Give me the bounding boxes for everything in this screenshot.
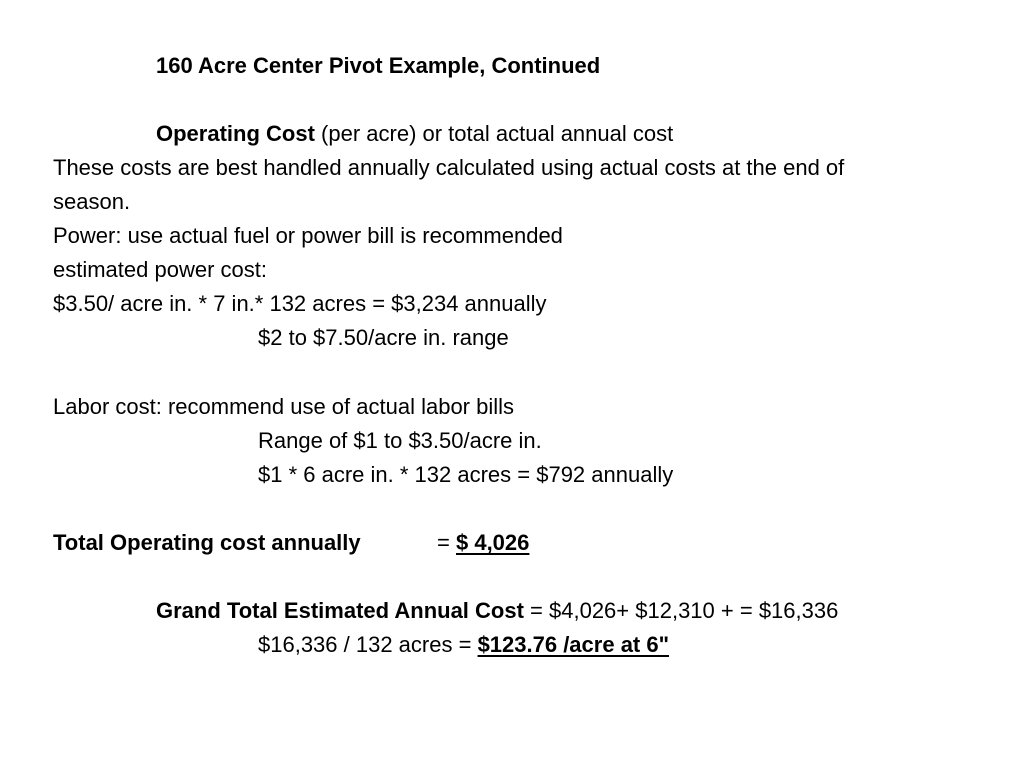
- power-range: $2 to $7.50/acre in. range: [258, 325, 509, 350]
- total-operating-label: Total Operating cost annually: [53, 530, 361, 555]
- grand-total-calc: = $4,026+ $12,310 + = $16,336: [530, 598, 839, 623]
- labor-calc: $1 * 6 acre in. * 132 acres = $792 annually: [258, 462, 674, 487]
- power-calc: $3.50/ acre in. * 7 in.* 132 acres = $3,234 annually: [53, 291, 547, 316]
- grand-total-per-acre-value: $123.76 /acre at 6": [477, 632, 670, 657]
- total-operating-value-line: [437, 526, 529, 560]
- operating-cost-heading: Operating Cost: [156, 121, 315, 146]
- operating-cost-subheading: (per acre) or total actual annual cost: [321, 121, 674, 146]
- total-operating-value: $ 4,026: [455, 530, 530, 555]
- power-line-1: Power: use actual fuel or power bill is recommended: [53, 223, 563, 248]
- grand-total-label: Grand Total Estimated Annual Cost: [156, 598, 524, 623]
- labor-range: Range of $1 to $3.50/acre in.: [258, 428, 542, 453]
- labor-line-1: Labor cost: recommend use of actual labor bills: [53, 394, 515, 419]
- grand-total-per-acre-calc: $16,336 / 132 acres =: [258, 632, 472, 657]
- operating-cost-heading-line: [156, 117, 673, 151]
- grand-total-per-acre-line: [258, 628, 669, 662]
- power-line-2: estimated power cost:: [53, 257, 267, 282]
- slide-title: 160 Acre Center Pivot Example, Continued: [156, 53, 601, 78]
- total-operating-equals: =: [437, 530, 450, 555]
- operating-intro-line-1: These costs are best handled annually calculated using actual costs at the end of: [53, 155, 845, 180]
- grand-total-line: [156, 594, 838, 628]
- operating-intro-line-2: season.: [53, 189, 131, 214]
